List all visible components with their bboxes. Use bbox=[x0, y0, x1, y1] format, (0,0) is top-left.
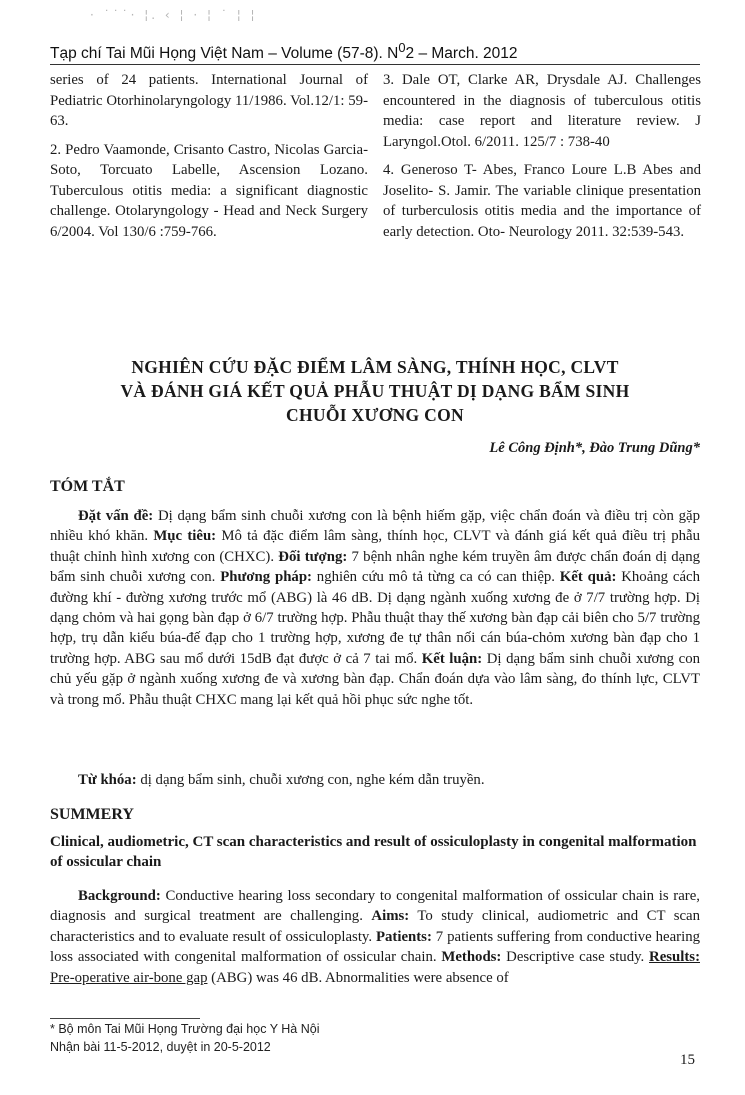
text-doi-tuong: 7 bệnh nhân nghe kém truyền âm được chẩn đoán dị dạng bẩm sinh chuỗi xương con. bbox=[50, 548, 701, 586]
keywords bbox=[50, 770, 700, 790]
english-title: Clinical, audiometric, CT scan characteristics and result of ossiculoplasty in congenital malformation of ossicular chain bbox=[50, 834, 697, 870]
page-number: 15 bbox=[680, 1052, 695, 1068]
references-right-column bbox=[383, 70, 701, 250]
footnote-affiliation: * Bộ môn Tai Mũi Họng Trường đại học Y Hà Nội bbox=[50, 1022, 320, 1036]
text-phuong-phap: nghiên cứu mô tả từng ca có can thiệp. bbox=[311, 569, 560, 586]
text-background: Conductive hearing loss secondary to congenital malformation of ossicular chain is rare, diagnosis and surgical treatment are challenging. bbox=[50, 888, 700, 925]
label-background: Background: bbox=[78, 888, 161, 904]
reference-3: 3. Dale OT, Clarke AR, Drysdale AJ. Challenges encountered in the diagnosis of tuberculous otitis media: case report and literature review. J Laryngol.Otol. 6/2011. 125/7 : 738-40 bbox=[383, 72, 701, 150]
header-rule bbox=[50, 64, 700, 65]
label-aims: Aims: bbox=[371, 908, 410, 925]
running-header bbox=[50, 40, 700, 63]
text-aims: To study clinical, audiometric and CT scan characteristics and to evaluate result of ossiculoplasty. bbox=[50, 908, 700, 945]
text-ket-luan: Dị dạng bẩm sinh chuỗi xương con chủ yếu gặp ở ngành xuống xương đe và xương bàn đạp. Chẩn đoán dựa vào lâm sàng, đo thính lực, CLVT và trong mổ. Phẫu thuật CHXC mang lại kết quả hồi phục sức nghe tốt. bbox=[50, 650, 700, 708]
tomtat-heading: TÓM TẮT bbox=[50, 478, 125, 495]
reference-4: 4. Generoso T- Abes, Franco Loure L.B Abes and Joselito- S. Jamir. The variable clinique presentation of turberculosis otitis media and the importance of early detection. Oto- Neurology 2011. 32:539-543. bbox=[383, 162, 701, 240]
label-muc-tieu: Mục tiêu: bbox=[153, 528, 217, 545]
article-title bbox=[50, 355, 700, 427]
title-line-3: CHUỖI XƯƠNG CON bbox=[286, 405, 464, 425]
text-tu-khoa: dị dạng bẩm sinh, chuỗi xương con, nghe kém dẫn truyền. bbox=[136, 772, 485, 788]
label-tu-khoa: Từ khóa: bbox=[78, 772, 137, 788]
label-results: Results: bbox=[649, 949, 700, 966]
text-muc-tieu: Mô tả đặc điểm lâm sàng, thính học, CLVT và đánh giá kết quả điều trị phẫu thuật chỉnh hình xương con (CHXC). bbox=[50, 528, 700, 565]
issue-number-superscript: 0 bbox=[398, 40, 406, 55]
label-doi-tuong: Đối tượng: bbox=[278, 548, 348, 565]
label-ket-qua: Kết quả: bbox=[559, 569, 617, 586]
authors: Lê Công Định*, Đào Trung Dũng* bbox=[489, 440, 700, 456]
text-methods: Descriptive case study. bbox=[501, 949, 650, 966]
issue-date: 2 – March. 2012 bbox=[405, 45, 518, 63]
footnote-received: Nhận bài 11-5-2012, duyệt in 20-5-2012 bbox=[50, 1040, 271, 1054]
text-patients: 7 patients suffering from conductive hearing loss associated with congenital malformation of ossicular chain. bbox=[50, 928, 700, 966]
label-patients: Patients: bbox=[375, 928, 432, 945]
label-ket-luan: Kết luận: bbox=[421, 650, 483, 667]
references-left-column bbox=[50, 70, 368, 250]
text-dat-van-de: Dị dạng bẩm sinh chuỗi xương con là bệnh hiếm gặp, việc chẩn đoán và điều trị còn gặp nhiều khó khăn. bbox=[50, 508, 700, 545]
text-results-underlined: Pre-operative air-bone gap bbox=[50, 969, 208, 986]
title-line-1: NGHIÊN CỨU ĐẶC ĐIỂM LÂM SÀNG, THÍNH HỌC, CLVT bbox=[131, 357, 619, 377]
journal-name: Tạp chí Tai Mũi Họng Việt Nam – Volume (57-8). N bbox=[50, 45, 399, 63]
reference-1-continued: series of 24 patients. International Journal of Pediatric Otorhinolaryngology 11/1986. Vol.12/1: 59-63. bbox=[50, 72, 368, 129]
tomtat-abstract bbox=[50, 506, 700, 710]
text-results: (ABG) was 46 dB. Abnormalities were absence of bbox=[207, 969, 509, 986]
footnote-rule bbox=[50, 1018, 200, 1019]
summery-heading: SUMMERY bbox=[50, 806, 134, 823]
label-methods: Methods: bbox=[441, 949, 502, 966]
reference-2: 2. Pedro Vaamonde, Crisanto Castro, Nicolas Garcia-Soto, Torcuato Labelle, Ascension Lozano. Tuberculous otitis media: a significant diagnostic challenge. Otolaryngology - Head and Neck Surgery 6/2004. Vol 130/6 :759-766. bbox=[50, 141, 368, 240]
title-line-2: VÀ ĐÁNH GIÁ KẾT QUẢ PHẪU THUẬT DỊ DẠNG BẨM SINH bbox=[120, 381, 630, 401]
label-phuong-phap: Phương pháp: bbox=[220, 569, 312, 586]
label-dat-van-de: Đặt vấn đề: bbox=[78, 508, 154, 524]
scan-artifact: · ˙˙˙· ¦. ‹ ¦ · ¦ ˙ ¦ ¦ bbox=[90, 8, 258, 22]
summery-abstract bbox=[50, 886, 700, 988]
text-ket-qua: Khoảng cách đường khí - đường xương trước mổ (ABG) là 46 dB. Dị dạng ngành xuống xương đe ở 7/7 trường hợp. Dị dạng chỏm và hai gọng bàn đạp ở 6/7 trường hợp. Phẫu thuật thay thế xương bàn đạp cải biên cho 5/7 trường hợp, trụ dẫn kiểu búa-đế đạp cho 1 trường hợp, xương đe tự thân nối cán búa-chỏm xương bàn đạp cho 1 trường hợp. ABG sau mổ dưới 15dB đạt được ở cả 7 tai mổ. bbox=[50, 569, 700, 667]
